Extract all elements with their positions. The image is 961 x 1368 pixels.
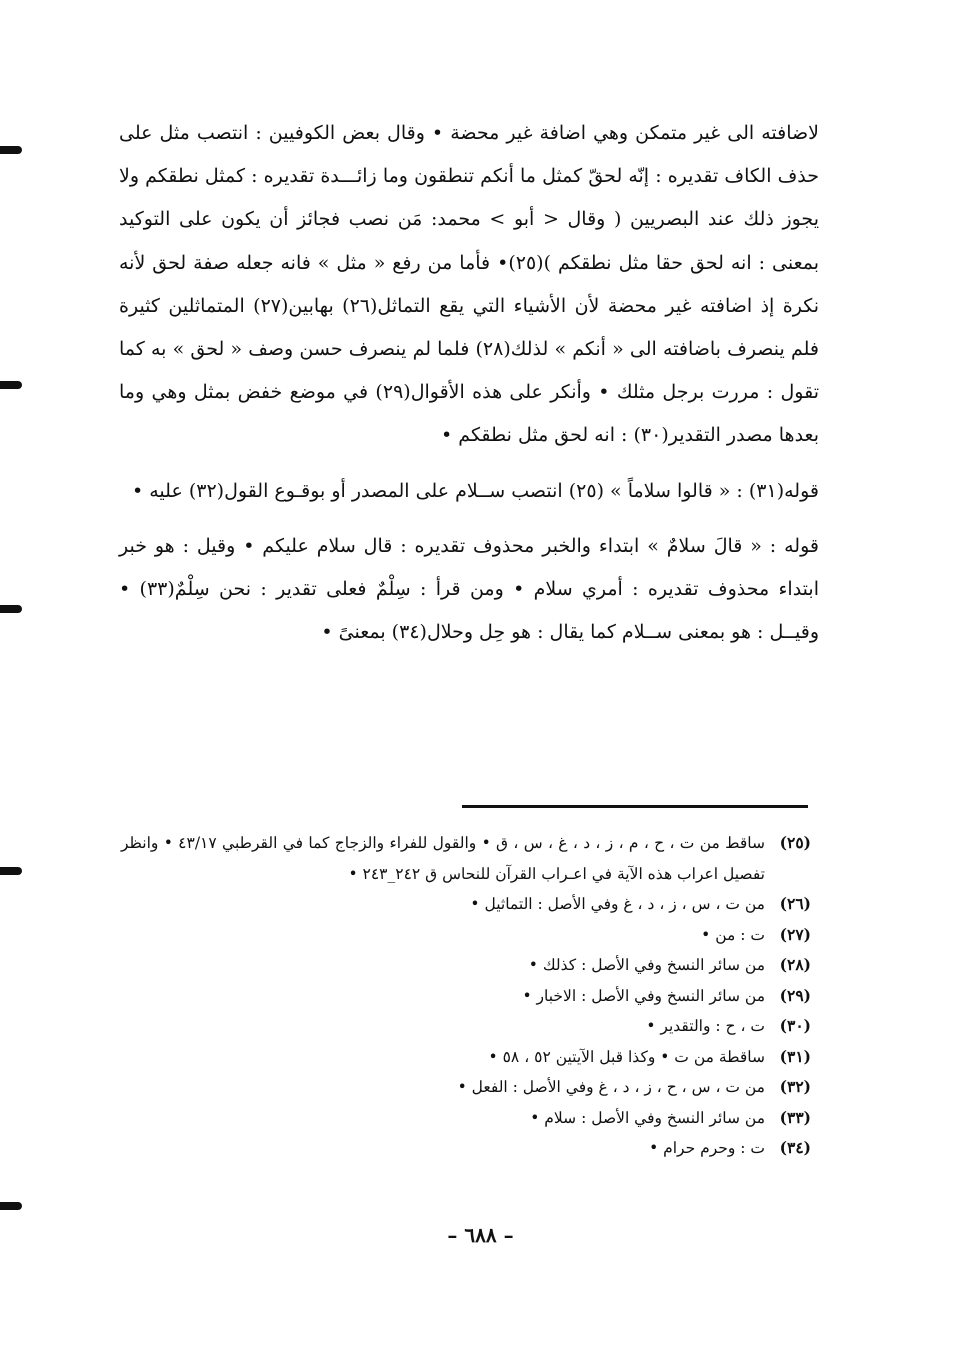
footnote (121, 920, 811, 951)
footnote-number: (٢٥) (779, 833, 811, 852)
binding-mark (0, 867, 22, 875)
footnote (121, 1042, 811, 1073)
main-text (119, 112, 819, 654)
footnote-number: (٢٧) (779, 924, 811, 944)
footnote-number: (٢٦) (779, 894, 811, 913)
paragraph: لاضافته الى غير متمكن وهي اضافة غير محضة • وقال بعض الكوفيين : انتصب مثل على حذف الكاف تقديره : إنّه لحقّ كمثل ما أنكم تنطقون وما زائـــدة تقديره : كمثل نطقكم ولا يجوز ذلك عند البصريين ( وقال < أبو > محمد: مَن نصب فجائز أن يكون على التوكيد بمعنى : انه لحق حقا مثل نطقكم )(٢٥)• فأما من رفع « مثل » فانه جعله صفة لحق لأنه نكرة إذ اضافته غير محضة لأن الأشياء التي يقع التماثل(٢٦) بهابين(٢٧) المتماثلين كثيرة فلم ينصرف باضافته الى « أنكم » لذلك(٢٨) فلما لم ينصرف حسن وصف « لحق » به كما تقول : مررت برجل مثلك • وأنكر على هذه الأقوال(٢٩) في موضع خفض بمثل وهي وما بعدها مصدر التقدير(٣٠) : انه لحق مثل نطقكم • (119, 122, 820, 447)
footnote-text: ت : من • (701, 925, 765, 944)
binding-mark (0, 1202, 22, 1210)
footnote-number: (٣١) (779, 1046, 811, 1066)
footnote (121, 1133, 811, 1164)
footnote (121, 950, 811, 981)
footnote (121, 1011, 811, 1042)
footnote-text: من سائر النسخ وفي الأصل : كذلك • (528, 956, 765, 974)
footnote-number: (٣٣) (779, 1107, 811, 1127)
footnote-number: (٣٤) (779, 1138, 811, 1157)
footnote (121, 1072, 811, 1103)
footnote-text: من سائر النسخ وفي الأصل : سلام • (530, 1108, 765, 1127)
paragraph: قوله : « قالَ سلامٌ » ابتداء والخبر محذوف تقديره : قال سلام عليكم • وقيل : هو خبر ابتداء محذوف تقديره : أمري سلام • ومن قرأ : سِلْمٌ فعلى تقدير : نحن سِلْمٌ(٣٣) • وقيــل : هو بمعنى ســلام كما يقال : هو حِل وحلال(٣٤) بمعنىً • (119, 534, 819, 644)
paragraph: قوله(٣١) : « قالوا سلاماً » (٢٥) انتصب ســلام على المصدر أو بوقـوع القول(٣٢) عليه • (131, 479, 819, 502)
footnote-text: من سائر النسخ وفي الأصل : الاخبار • (522, 986, 765, 1005)
footnote (121, 828, 811, 889)
footnote (121, 889, 811, 920)
footnote-text: ساقطة من ت • وكذا قبل الآيتين ٥٢ ، ٥٨ • (488, 1047, 765, 1066)
binding-mark (0, 605, 22, 613)
footnote-separator (462, 805, 808, 808)
footnote-text: ت : وحرم حرام • (649, 1139, 765, 1157)
footnote-text: من ت ، س ، ز ، د ، غ وفي الأصل : التماثيل • (470, 895, 765, 913)
footnote-number: (٣٠) (779, 1016, 811, 1035)
footnote-text: من ت ، س ، ح ، ز ، د ، غ وفي الأصل : الفعل • (457, 1078, 765, 1096)
binding-mark (0, 146, 22, 154)
footnote-number: (٢٩) (779, 985, 811, 1005)
footnote-text: ت ، ح : والتقدير • (646, 1017, 765, 1035)
page-number: – ٦٨٨ – (447, 1223, 514, 1247)
footnote-number: (٢٨) (779, 955, 811, 974)
footnote-number: (٣٢) (779, 1077, 811, 1096)
footnote (121, 1103, 811, 1134)
footnote (121, 981, 811, 1012)
binding-mark (0, 381, 22, 389)
footnotes (121, 828, 811, 1164)
footnote-text: ساقط من ت ، ح ، م ، ز ، د ، غ ، س ، ق • والقول للفراء والزجاج كما في القرطبي ٤٣/١٧ • وانظر تفصيل اعراب هذه الآية في اعـراب القرآن للنحاس ق ٢٤٢_٢٤٣ • (121, 834, 765, 883)
